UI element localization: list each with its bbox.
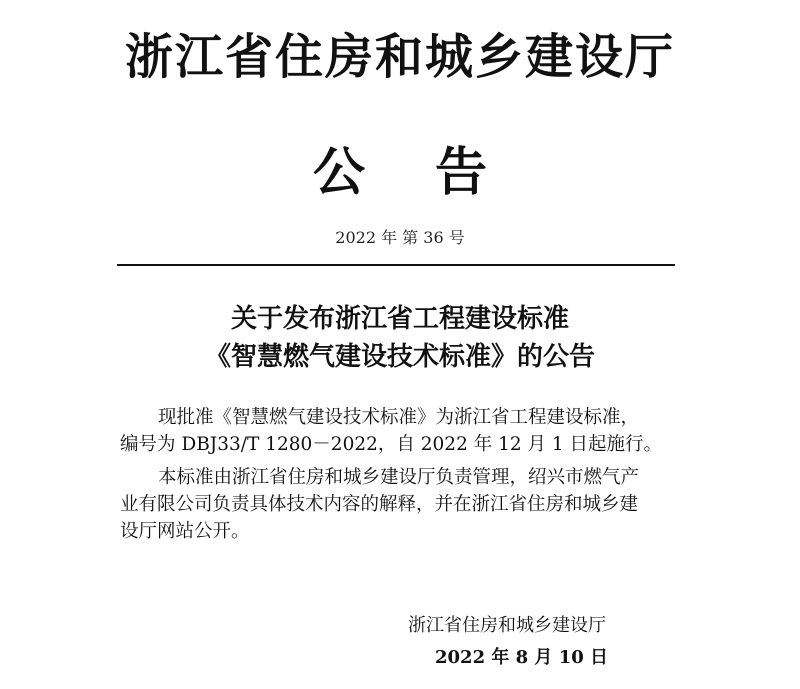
- notice-title: 公告: [312, 143, 557, 203]
- paragraph-2-line-2: 业有限公司负责具体技术内容的解释，并在浙江省住房和城乡建: [120, 494, 639, 515]
- paragraph-1-line-2: 编号为 DBJ33/T 1280－2022，自 2022 年 12 月 1 日起施行。: [120, 434, 663, 455]
- document-number: 2022 年 第 36 号: [335, 228, 465, 247]
- header-divider: [117, 264, 675, 266]
- issuer-heading: 浙江省住房和城乡建设厅: [124, 29, 675, 85]
- paragraph-1: [120, 404, 685, 458]
- subject-line-2: 《智慧燃气建设技术标准》的公告: [204, 342, 595, 372]
- subject-line-1: 关于发布浙江省工程建设标准: [230, 304, 569, 334]
- paragraph-2: [120, 464, 685, 545]
- paragraph-2-line-3: 设厅网站公开。: [120, 521, 250, 542]
- subject-block: [0, 300, 800, 376]
- paragraph-1-line-1: 现批准《智慧燃气建设技术标准》为浙江省工程建设标准，: [158, 407, 640, 428]
- body-text: [120, 404, 685, 551]
- signature-issuer: 浙江省住房和城乡建设厅: [408, 615, 606, 636]
- signature-date: 2022 年 8 月 10 日: [435, 647, 609, 668]
- paragraph-2-line-1: 本标准由浙江省住房和城乡建设厅负责管理，绍兴市燃气产: [158, 467, 640, 488]
